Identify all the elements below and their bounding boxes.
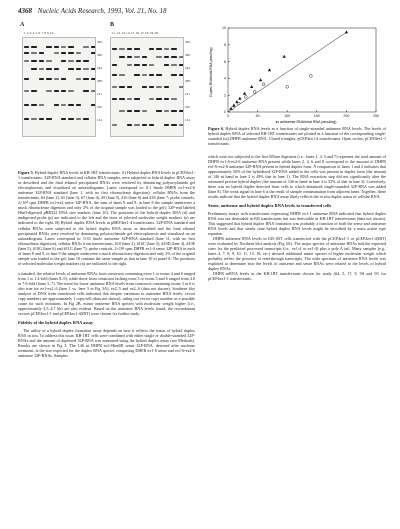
gel-band [142,74,147,76]
gel-band [83,90,88,92]
panel-a-lane-numbers: 1 2 3 4 5 6 7 8 9 10 [24,31,54,35]
marker-size-label: 344 [97,66,102,70]
x-tick-label: 150 [313,114,320,118]
gel-band [149,64,154,66]
right-paragraph-2: Preliminary assays with transfectants expressing DHFR ex1-1 antisense RNA indicated that hybrid duplex RNA was not detectable in KB transfectants but was detectable in KB-1BT transfectants (data not shown). This suggested that hybrid duplex RNA formation was probably a function of both the sense and antisense RNA levels and that steady state hybrid duplex RNA levels might be described by a mass action type equation. [208,210,386,236]
gel-band [127,56,132,58]
gel-band [76,104,81,106]
gel-band [127,64,132,66]
figure-6-label: Figure 6. [208,126,224,131]
gel-band [134,64,139,66]
gel-band [68,60,73,62]
gel-band [39,78,44,80]
data-point-circle [231,106,234,109]
x-tick-label: 200 [343,114,350,118]
gel-band [39,52,44,54]
left-paragraph-1: a standard, the relative levels of antisense RNAs from constructs containing exon 1 or exons 4 and 6 ranged from 1 to 1.4-fold (lanes 8–9), while those from constructs lacking exon 5 or exons 5 and 6 ranged from 4.0 to 7.6-fold (lanes 5–7). The trend for lower antisense RNA levels from constructs containing exons 3 or 6 is also true for ex1-ex2–6 (lane 1 vs. lane 3 in Fig 3A), ex2–5 and ex2–6 (data not shown). Southern blot analysis of DNA from transfected cells indicated that despite variations in antisense RNA levels, vector copy numbers are approximately 1 copy/cell (data not shown), ruling out vector copy number as a possible cause for such variations. In Fig 2B, minor antisense RNA species with molecular weight higher (i.e., approximately 4.5–4.7 kb) are also evident. Based on the antisense RNA levels found, the recombinant vectors pCEP4ex1-1 and pCEP4ex1-4(IBT) were chosen for further study. [18,270,195,317]
gel-band [149,124,154,126]
gel-band [39,104,44,106]
gel-band [24,118,29,120]
gel-band [68,118,73,120]
gel-band [164,110,169,112]
plot-frame [228,28,376,112]
data-point-triangle [345,30,348,33]
gel-band [46,90,51,92]
gel-band [39,68,44,70]
gel-band [54,52,59,54]
page-header [18,7,382,17]
gel-band [119,48,124,50]
gel-band [156,48,161,50]
gel-band [54,68,59,70]
gel-band [76,68,81,70]
gel-band [54,46,59,48]
marker-size-label: 221 [185,92,190,96]
data-point-triangle [232,103,235,106]
x-tick-label: 50 [255,114,260,118]
gel-band [91,78,96,80]
marker-size-label: 506 [97,40,102,44]
figure-5-caption [18,170,195,266]
gel-band [24,46,29,48]
data-point-triangle [283,55,286,58]
gel-band [24,52,29,54]
gel-band [179,64,184,66]
gel-band [164,48,169,50]
left-paragraph-2: The utility of a hybrid duplex formation assay depends on how it reflects the status of hybrid duplex RNA in situ. To address this issue, KB-1BT cells were combined with either single or double-stranded 32P-RNAs and the amount of duplexed 32P-RNA was measured using the hybrid duplex assay (see Methods). Results are shown in Fig 3. The 146 nt DHFR ex1-HindIII sense 32P-RNA, detected after nuclease treatment, is the size expected for the duplex RNA species comprising DHFR ex1-6 sense and ex1-6-ex2-6 antisense 32P-RNAs. Samples [18,327,195,358]
gel-band [46,68,51,70]
gel-band [149,98,154,100]
gel-band [83,118,88,120]
figure-5-gels [18,22,196,172]
gel-band [91,68,96,70]
gel-band [68,46,73,48]
gel-band [91,52,96,54]
panel-b-label: B [110,22,115,28]
gel-band [171,74,176,76]
gel-band [112,48,117,50]
figure-6-caption [208,126,386,146]
data-point-circle [253,90,256,93]
gel-band [119,86,124,88]
gel-band [164,56,169,58]
y-tick-label: 4 [224,76,226,81]
gel-band [156,86,161,88]
gel-band [156,110,161,112]
gel-band [142,110,147,112]
right-paragraph-3: DHFR antisense RNA levels in KB-1BT cells transfected with the pCEP4ex1-1 or pCEP4ex1-4(IBT) were evaluated by Northern blot analysis (Fig 4A). The major species of antisense RNAs had the expected sizes for the predicted processed transcripts (i.e., ex1-4 or ex1-4) plus a poly A tail. Many samples (e.g., lanes 4, 7, 8, 9, 10, 11, 15, 18, etc.) showed additional minor species of higher molecular weight which probably reflect the presence of read-through transcripts. The wide spectrum of antisense RNA levels was exploited to determine how the levels of antisense and sense RNAs were related to the levels of hybrid duplex RNAs. [208,235,386,272]
left-column [18,170,195,358]
right-paragraph-1: which were not subjected to the first RNase digestion (i.e., lanes 1, 3, 5 and 7) represent the total amount of DHFR ex1-6-ex2-6 antisense RNA present while lanes 2, 4, 6 and 8 correspond to the amount of DHFR ex1-6-ex2-6 antisense 32P-RNA present in hybrid duplex form. A comparison of lanes 1 and 2 indicates that approximately 50% of the hybridized 32P-RNA added to the cells was present in duplex form (the amount of 146 nt band in lane 2 is 49% that in lane 1). The RNA extraction step did not significantly alter the estimated percent hybrid duplex (the amount of 146 nt band in lane 4 is 53% of that in lane 3). Conversely, there was no hybrid duplex detected from cells to which denatured single-stranded 32P-RNA was added (lane 8). The weak signal in lane 6 is the result of sample contamination from adjacent lanes. Together, these results indicate that the hybrid duplex RNA assay likely reflects the in situ duplex status of cellular RNA. [208,154,386,200]
x-axis-label: ss antisense RNA/total RNA (amol/ug) [275,120,337,124]
gel-band [39,118,44,120]
gel-band [31,104,36,106]
x-tick-label: 0 [227,114,229,118]
marker-size-label: 344 [185,66,190,70]
gel-band [46,46,51,48]
gel-band [164,64,169,66]
marker-size-label: 220 [97,105,102,109]
gel-band [61,90,66,92]
data-point-circle [286,85,289,88]
gel-band [142,64,147,66]
gel-band [134,124,139,126]
gel-panel-b [110,37,184,137]
y-tick-label: 0 [224,110,226,115]
scatter-plot [206,22,386,126]
gel-band [134,74,139,76]
gel-band [68,104,73,106]
gel-band [149,86,154,88]
gel-band [127,48,132,50]
gel-band [76,52,81,54]
x-tick-label: 250 [373,114,379,118]
y-axis-label: Duplex RNA/total RNA (amol/ug) [209,47,213,97]
gel-band [179,56,184,58]
gel-band [68,52,73,54]
gel-band [61,52,66,54]
gel-band [112,74,117,76]
gel-panel-a [22,37,96,137]
gel-band [39,60,44,62]
gel-band [171,48,176,50]
figure-5-label: Figure 5. [18,170,34,175]
gel-band [31,68,36,70]
gel-band [54,78,59,80]
marker-size-label: 220 [185,105,190,109]
data-point-circle [309,74,312,77]
gel-band [156,98,161,100]
section-heading-rna-levels: Sense, antisense and hybrid duplex RNA levels in transfected cells [208,203,332,209]
y-tick-label: 2 [224,93,226,98]
gel-band [119,98,124,100]
y-tick-label: 6 [224,59,226,64]
gel-band [171,124,176,126]
gel-band [134,56,139,58]
gel-band [112,86,117,88]
y-tick-label: 10 [222,26,226,31]
gel-band [149,74,154,76]
gel-band [171,56,176,58]
gel-band [179,124,184,126]
marker-size-label: 506 [185,40,190,44]
gel-band [119,56,124,58]
gel-band [31,46,36,48]
data-point-triangle [238,97,241,100]
gel-band [83,68,88,70]
marker-size-label: 298 [97,79,102,83]
gel-band [31,118,36,120]
gel-band [46,60,51,62]
data-point-triangle [250,85,253,88]
gel-band [61,118,66,120]
gel-band [54,104,59,106]
gel-band [83,60,88,62]
gel-band [24,90,29,92]
gel-band [149,48,154,50]
gel-band [83,78,88,80]
gel-band [179,110,184,112]
gel-band [24,104,29,106]
gel-band [91,46,96,48]
gel-band [61,78,66,80]
gel-band [127,86,132,88]
gel-band [156,74,161,76]
right-column [208,154,386,281]
gel-band [83,46,88,48]
gel-band [91,104,96,106]
gel-band [171,98,176,100]
gel-band [91,90,96,92]
gel-band [179,86,184,88]
data-point-circle [262,83,265,86]
gel-band [31,90,36,92]
marker-size-label: 396 [185,53,190,57]
figure-6-caption-text: Hybrid duplex RNA levels as a function of single-stranded antisense RNA levels. The levels of hybrid duplex RNA of selected KB-1BT transfectants are plotted as a function of the corresponding single-stranded (ss) DHFR antisense RNA. Closed triangles, pCEP4ex1-4 transfectants. Open circles, pCEP4ex1-1 transfectants. [208,126,386,147]
gel-band [61,60,66,62]
figure-5-caption-text: Hybrid duplex RNA levels in KB-1BT transfectants. A) Hybrid duplex RNA levels in pCEP4ex1-1 transfectants. 32P-RNA standard and cellular RNA samples were subjected to hybrid duplex RNA assay as described and the final ethanol precipitated RNAs were resolved by denaturing polyacrylamide gel electrophoresis and visualized on autoradiograms. Lanes correspond to: 0.1 fmole DHFR ex1-ex2-6 antisense 32P-RNA standard (lane 1, with no first ribonuclease digestion); cellular RNAs from the transfectants, #4 (lane 2), #5 (lane 3), #7 (lane 4), #9 (lane 5), #16 (lane 6) and #18 (lane 7; probe controls, 2×10⁴ cpm DHFR ex1-ex2 sense 32P-RNA, the sum of lanes 8 and 9, in lane 8 the sample underwent a mock ribonuclease digestion and only 2% of the original sample was loaded to the gel); 32P-end labeled HinfI-digested pBR322 DNA size markers (lane 10). The positions of the hybrid duplex RNA (d) and undigested probe (p) are indicated to the left and the sizes of selected molecular weight markers (n) are indicated to the right. B) Hybrid duplex RNA levels in pBEP4ex1-4 transfectants. 32P-RNA standard and cellular RNAs were subjected to the hybrid duplex RNA assay as described and the final ethanol precipitated RNAs were resolved by denaturing polyacrylamide gel electrophoresis and visualized on an autoradiogram. Lanes correspond to: 0.35 fmole antisense 32P-RNA standard (lane 11, with no first ribonuclease digestion); cellular RNAs from transfectants, #10 (lane 2), #16C (lane 3), #10D (lane 4), #10E (lane 5), #10G (lane 6) and #11G (lane 7); probe controls, 2×10⁴ cpm DHFR ex1-4 sense 32P-RNA in each of lanes 8 and 9, in lane 9 the sample underwent a mock ribonuclease digestion and only 2% of the original sample was loaded to the gel; lane 10 contains the same sample as that in lane 10 of panel A. The positions of selected molecular weight markers (n) are indicated to the right. [18,170,195,266]
gel-band [61,104,66,106]
gel-band [134,48,139,50]
gel-band [46,118,51,120]
gel-band [171,110,176,112]
gel-band [134,110,139,112]
marker-size-label: 154 [97,118,102,122]
gel-band [68,90,73,92]
gel-band [142,124,147,126]
marker-size-label: 221 [97,92,102,96]
gel-band [112,64,117,66]
section-heading-fidelity: Fidelity of the hybrid duplex RNA assay [18,320,94,326]
gel-band [179,74,184,76]
gel-band [127,124,132,126]
gel-band [119,74,124,76]
figure-6-chart [206,22,386,134]
data-point-circle [244,95,247,98]
gel-band [171,64,176,66]
x-tick-label: 100 [284,114,291,118]
gel-band [76,60,81,62]
gel-band [119,110,124,112]
data-point-triangle [243,92,246,95]
data-point-triangle [259,78,262,81]
data-point-triangle [268,68,271,71]
gel-band [127,110,132,112]
fit-line [228,32,346,112]
marker-size-label: 154 [185,118,190,122]
gel-band [68,68,73,70]
gel-band [76,78,81,80]
panel-b-lane-numbers: 11 12 13 14 15 16 17 18 19 20 [112,31,159,35]
gel-band [164,98,169,100]
gel-band [156,56,161,58]
gel-band [24,78,29,80]
y-tick-label: 8 [224,43,226,47]
gel-band [164,86,169,88]
panel-a-label: A [20,22,25,28]
right-paragraph-4: DHFR mRNA levels in the KB-1BT transfectants chosen for study (#4, 5, 17, 9, 9A and 9C for pCEP4ex1-1 transfectants; [208,271,386,282]
marker-size-label: 396 [97,53,102,57]
gel-band [142,86,147,88]
gel-band [164,124,169,126]
gel-band [134,98,139,100]
gel-band [31,60,36,62]
gel-band [24,60,29,62]
data-point-circle [237,102,240,105]
gel-band [61,46,66,48]
gel-band [127,98,132,100]
gel-band [112,124,117,126]
marker-size-label: 298 [185,79,190,83]
gel-band [76,118,81,120]
page-number: 4368 [18,7,32,15]
gel-band [46,78,51,80]
journal-citation: Nucleic Acids Research, 1993, Vol. 21, No. 18 [37,7,167,15]
gel-band [142,56,147,58]
gel-band [54,90,59,92]
gel-band [112,98,117,100]
gel-band [31,52,36,54]
